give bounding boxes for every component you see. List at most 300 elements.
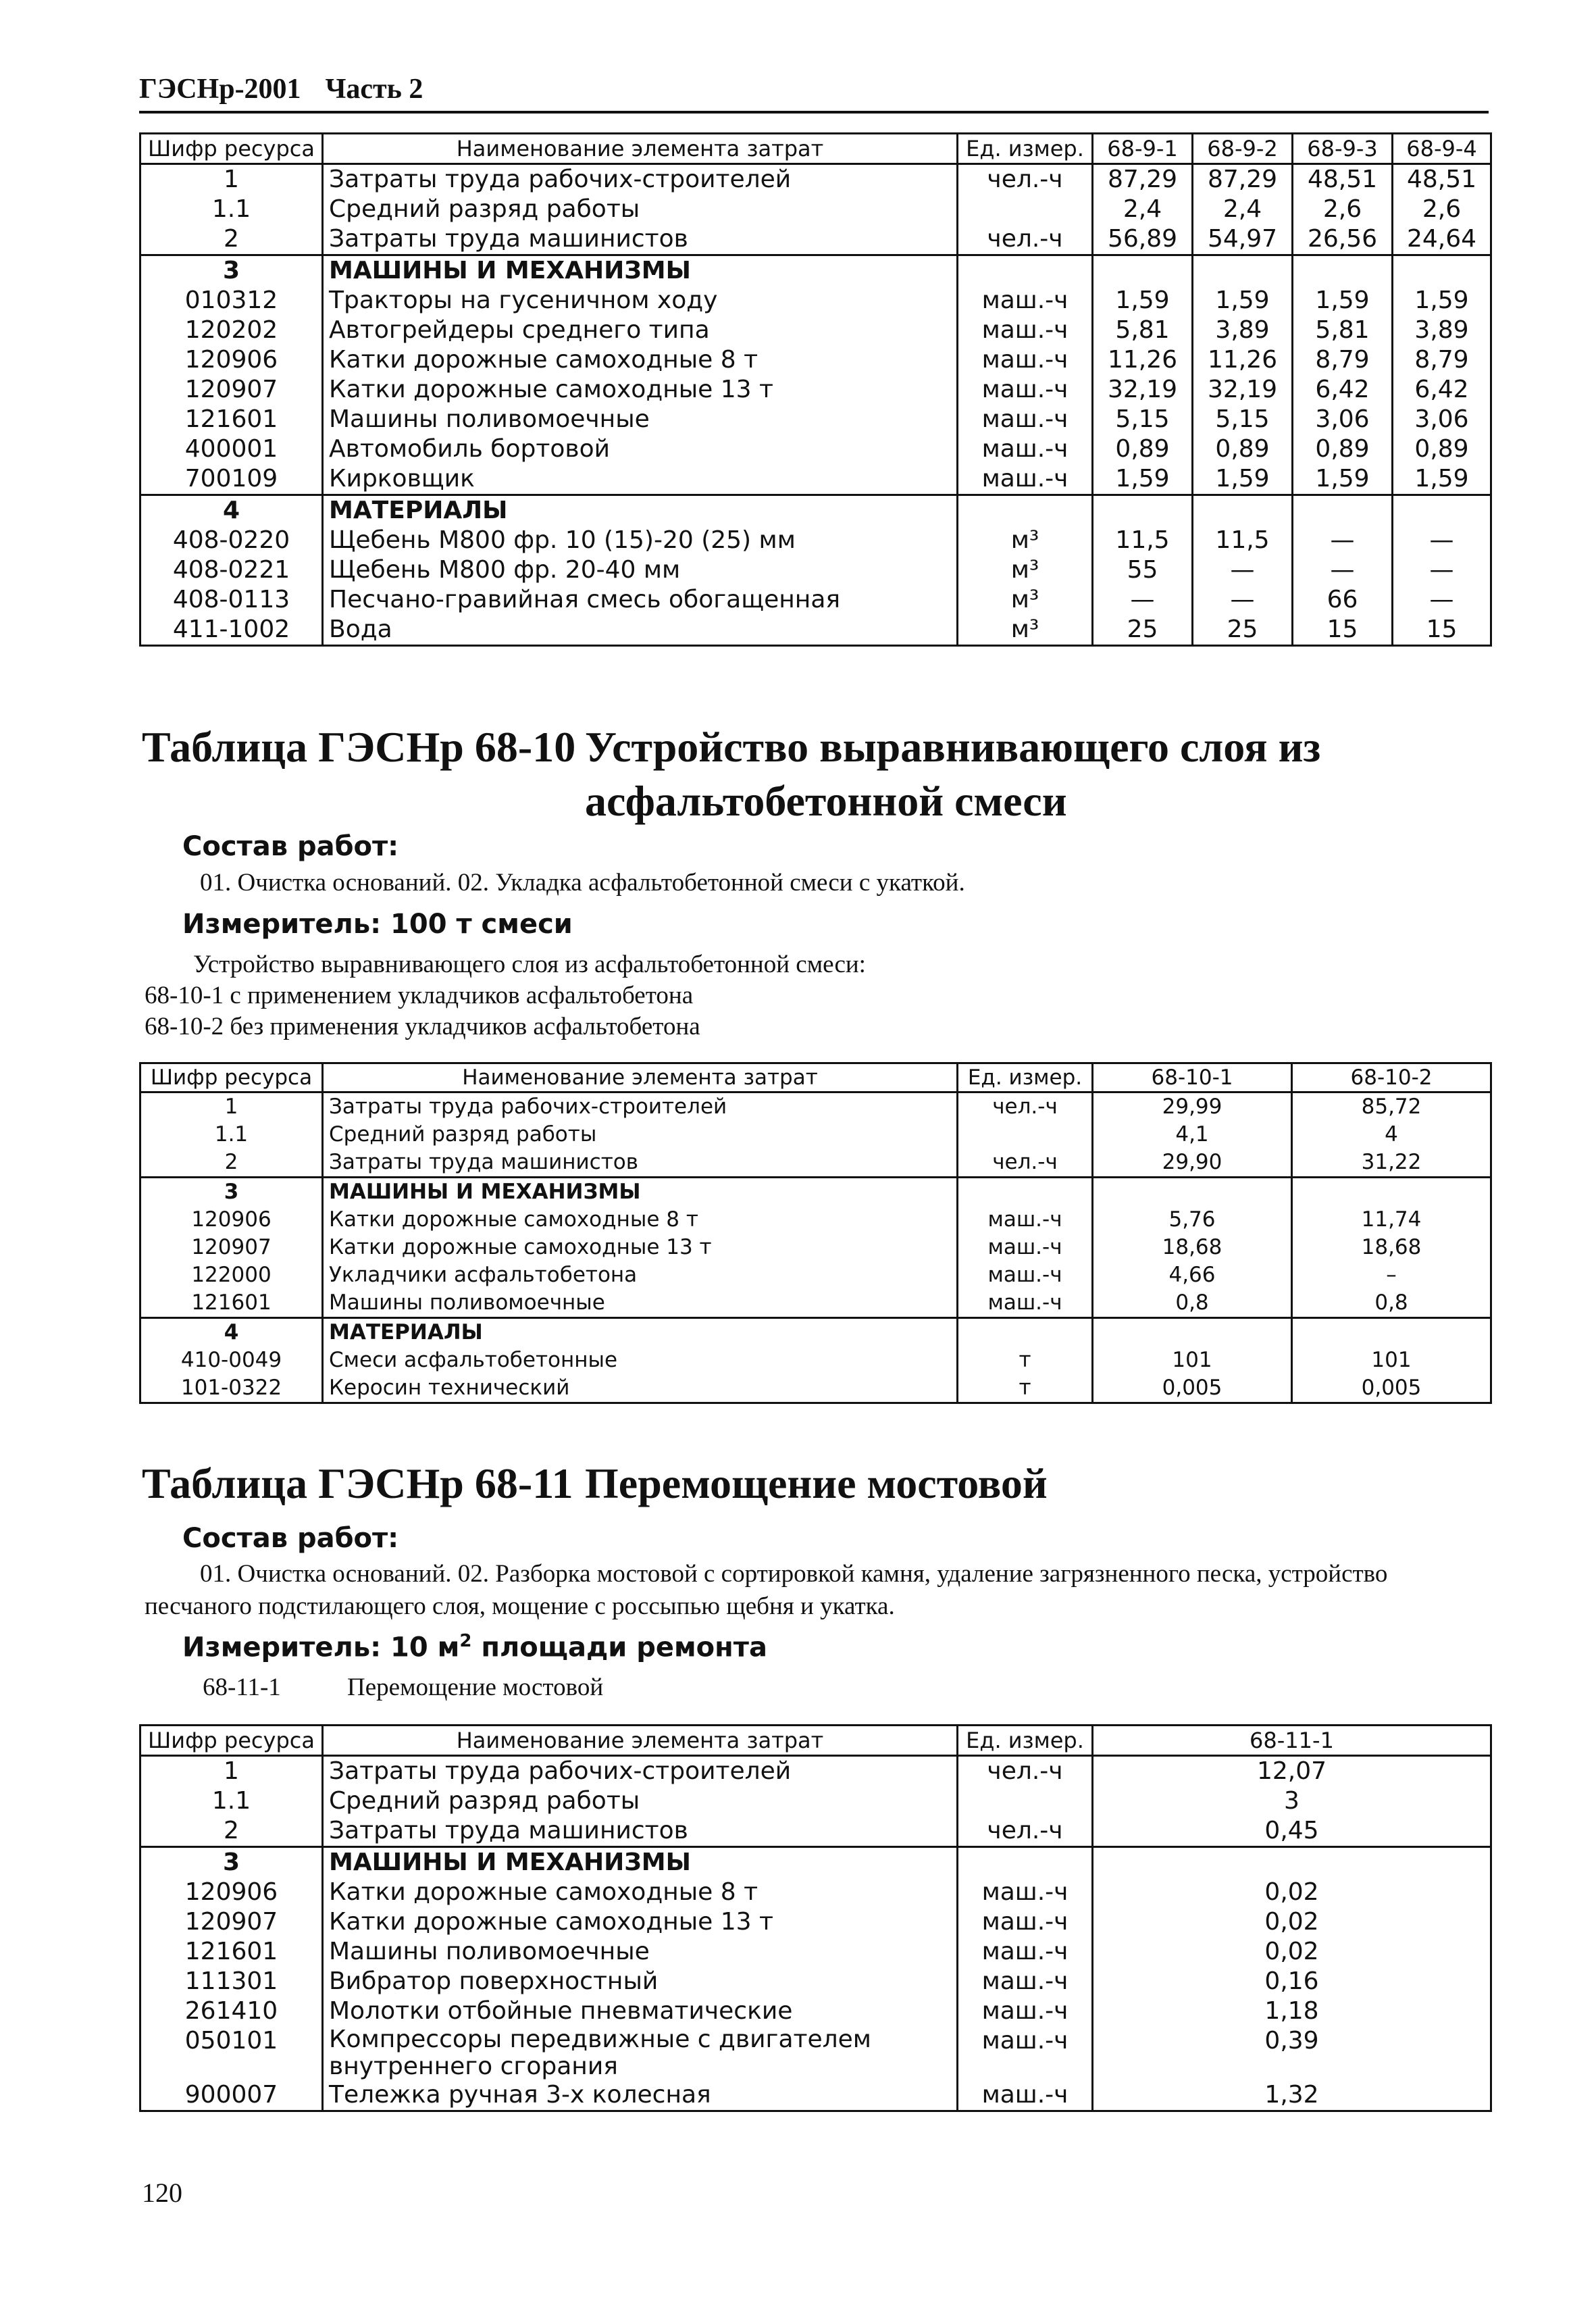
resource-code-cell: 408-0221	[140, 555, 323, 585]
norm-value-cell	[1393, 495, 1491, 526]
norm-value-cell: 0,8	[1292, 1289, 1491, 1318]
meter-heading-text: площади ремонта	[471, 1632, 767, 1663]
table-row	[140, 1996, 1491, 2026]
table-row	[140, 1149, 1491, 1178]
norm-value-cell: 3,89	[1393, 316, 1491, 345]
norm-value-cell: 5,81	[1293, 316, 1393, 345]
unit-cell	[958, 255, 1093, 286]
cost-element-name-cell: МАТЕРИАЛЫ	[323, 495, 958, 526]
resource-code-cell: 120906	[140, 1878, 323, 1907]
norm-value-cell: 1,59	[1393, 286, 1491, 316]
resource-code-cell: 4	[140, 495, 323, 526]
norm-value-cell: 85,72	[1292, 1092, 1491, 1122]
resource-code-cell: 700109	[140, 464, 323, 495]
norm-value-cell: 56,89	[1093, 224, 1193, 255]
norm-value-cell: 1,59	[1193, 286, 1293, 316]
norm-value-cell: —	[1193, 585, 1293, 615]
norm-value-cell: 11,26	[1193, 345, 1293, 375]
col-header-value: 68-11-1	[1093, 1726, 1491, 1756]
cost-element-name-cell: Катки дорожные самоходные 8 т	[323, 1878, 958, 1907]
table-row	[140, 1206, 1491, 1234]
table-row	[140, 345, 1491, 375]
unit-cell	[958, 1318, 1093, 1347]
norm-value-cell: 87,29	[1093, 164, 1193, 195]
variant-line: 68-10-2 без применения укладчиков асфальтобетона	[145, 1013, 700, 1040]
norm-value-cell: 32,19	[1093, 375, 1193, 405]
norm-value-cell	[1393, 255, 1491, 286]
col-header-code: Шифр ресурса	[140, 134, 323, 164]
unit-cell: чел.-ч	[958, 1756, 1093, 1787]
norm-value-cell: 8,79	[1293, 345, 1393, 375]
cost-element-name-cell: МАТЕРИАЛЫ	[323, 1318, 958, 1347]
running-header	[139, 73, 447, 105]
norm-value-cell: 0,89	[1393, 434, 1491, 464]
doc-part: Часть 2	[325, 74, 423, 105]
norm-value-cell: 1,18	[1093, 1996, 1491, 2026]
norm-value-cell: 0,45	[1093, 1816, 1491, 1847]
col-header-value: 68-9-4	[1393, 134, 1491, 164]
cost-element-name-cell: Катки дорожные самоходные 8 т	[323, 1206, 958, 1234]
norm-value-cell: 1,59	[1093, 286, 1193, 316]
table-row	[140, 375, 1491, 405]
cost-element-name-cell: Затраты труда рабочих-строителей	[323, 1756, 958, 1787]
norm-value-cell	[1093, 495, 1193, 526]
table-row	[140, 1967, 1491, 1996]
norm-value-cell: 0,89	[1093, 434, 1193, 464]
resource-code-cell: 050101	[140, 2026, 323, 2080]
unit-cell: м³	[958, 555, 1093, 585]
cost-element-name-cell: Смеси асфальтобетонные	[323, 1347, 958, 1374]
cost-element-name-cell: Средний разряд работы	[323, 1786, 958, 1816]
unit-cell: маш.-ч	[958, 1234, 1093, 1261]
resource-code-cell: 120906	[140, 1206, 323, 1234]
resource-code-cell: 121601	[140, 405, 323, 434]
cost-element-name-cell: Машины поливомоечные	[323, 1289, 958, 1318]
norm-value-cell: 18,68	[1292, 1234, 1491, 1261]
norm-value-cell: 5,81	[1093, 316, 1193, 345]
table-title: Перемощение мостовой	[585, 1459, 1048, 1507]
resource-code-cell: 2	[140, 224, 323, 255]
resource-code-cell: 1.1	[140, 1121, 323, 1149]
cost-element-name-cell: Катки дорожные самоходные 13 т	[323, 375, 958, 405]
resource-code-cell: 101-0322	[140, 1374, 323, 1403]
table-section	[140, 1756, 1491, 1847]
norm-value-cell: 31,22	[1292, 1149, 1491, 1178]
unit-cell: чел.-ч	[958, 1816, 1093, 1847]
cost-element-name-cell: Автомобиль бортовой	[323, 434, 958, 464]
norm-value-cell: 0,8	[1093, 1289, 1292, 1318]
cost-element-name-cell: Щебень М800 фр. 10 (15)-20 (25) мм	[323, 526, 958, 555]
variant-line: 68-10-1 с применением укладчиков асфальтобетона	[145, 982, 694, 1009]
meter-heading	[182, 1631, 767, 1663]
norm-value-cell: 1,59	[1293, 286, 1393, 316]
norm-value-cell: 87,29	[1193, 164, 1293, 195]
cost-element-name-cell: Тележка ручная 3-х колесная	[323, 2080, 958, 2111]
resource-code-cell: 2	[140, 1816, 323, 1847]
description-text: Устройство выравнивающего слоя из асфальтобетонной смеси:	[193, 951, 866, 978]
norm-value-cell: 5,15	[1193, 405, 1293, 434]
norm-value-cell: 2,6	[1393, 195, 1491, 224]
norm-value-cell: 4	[1292, 1121, 1491, 1149]
col-header-unit: Ед. измер.	[958, 1063, 1093, 1092]
norm-value-cell: 4,1	[1093, 1121, 1292, 1149]
unit-cell: чел.-ч	[958, 1092, 1093, 1122]
unit-cell	[958, 1121, 1093, 1149]
cost-element-name-cell: Щебень М800 фр. 20-40 мм	[323, 555, 958, 585]
table-row	[140, 316, 1491, 345]
norm-value-cell: 2,4	[1093, 195, 1193, 224]
resource-code-cell: 120907	[140, 375, 323, 405]
col-header-unit: Ед. измер.	[958, 134, 1093, 164]
norm-value-cell	[1093, 1318, 1292, 1347]
cost-element-name-cell: Затраты труда машинистов	[323, 224, 958, 255]
table-row	[140, 286, 1491, 316]
norm-value-cell: 0,89	[1193, 434, 1293, 464]
unit-cell: маш.-ч	[958, 1996, 1093, 2026]
cost-element-name-cell: Вибратор поверхностный	[323, 1967, 958, 1996]
resource-code-cell: 400001	[140, 434, 323, 464]
table-section	[140, 164, 1491, 255]
norm-value-cell: 12,07	[1093, 1756, 1491, 1787]
work-composition-text: 01. Очистка оснований. 02. Укладка асфальтобетонной смеси с укаткой.	[200, 869, 965, 897]
resource-table-68-10	[139, 1062, 1492, 1404]
norm-value-cell: 11,26	[1093, 345, 1193, 375]
unit-cell: чел.-ч	[958, 1149, 1093, 1178]
cost-element-name-cell: Катки дорожные самоходные 13 т	[323, 1234, 958, 1261]
norm-value-cell: 0,005	[1093, 1374, 1292, 1403]
unit-cell: маш.-ч	[958, 1967, 1093, 1996]
unit-cell: чел.-ч	[958, 164, 1093, 195]
table-section	[140, 495, 1491, 646]
unit-cell: маш.-ч	[958, 464, 1093, 495]
meter-heading-text: Измеритель: 10 м	[182, 1632, 460, 1663]
norm-value-cell: 1,59	[1193, 464, 1293, 495]
table-label: Таблица ГЭСНр 68-11	[142, 1459, 573, 1507]
resource-code-cell: 121601	[140, 1289, 323, 1318]
meter-heading: Измеритель: 100 т смеси	[182, 909, 573, 940]
norm-value-cell: —	[1293, 555, 1393, 585]
col-header-name: Наименование элемента затрат	[323, 1063, 958, 1092]
table-row	[140, 1786, 1491, 1816]
cost-element-name-cell: Средний разряд работы	[323, 195, 958, 224]
norm-value-cell: 24,64	[1393, 224, 1491, 255]
table-row	[140, 495, 1491, 526]
resource-code-cell: 408-0220	[140, 526, 323, 555]
unit-cell: маш.-ч	[958, 434, 1093, 464]
resource-code-cell: 900007	[140, 2080, 323, 2111]
norm-value-cell: 2,6	[1293, 195, 1393, 224]
unit-cell	[958, 1178, 1093, 1207]
resource-code-cell: 111301	[140, 1967, 323, 1996]
norm-value-cell	[1193, 255, 1293, 286]
table-section	[140, 1092, 1491, 1178]
norm-value-cell: 8,79	[1393, 345, 1491, 375]
norm-value-cell	[1093, 1178, 1292, 1207]
col-header-value: 68-9-2	[1193, 134, 1293, 164]
table-row	[140, 1178, 1491, 1207]
unit-cell	[958, 1786, 1093, 1816]
cost-element-name-cell: Укладчики асфальтобетона	[323, 1261, 958, 1289]
resource-code-cell: 2	[140, 1149, 323, 1178]
cost-element-name-cell: Средний разряд работы	[323, 1121, 958, 1149]
table-header	[140, 1726, 1491, 1756]
cost-element-name-cell: Тракторы на гусеничном ходу	[323, 286, 958, 316]
cost-element-name-cell: Катки дорожные самоходные 8 т	[323, 345, 958, 375]
table-row	[140, 2026, 1491, 2080]
norm-value-cell: 6,42	[1393, 375, 1491, 405]
cost-element-name-cell: МАШИНЫ И МЕХАНИЗМЫ	[323, 1847, 958, 1878]
resource-code-cell: 3	[140, 1847, 323, 1878]
cost-element-name-cell: МАШИНЫ И МЕХАНИЗМЫ	[323, 1178, 958, 1207]
norm-value-cell: —	[1393, 585, 1491, 615]
norm-value-cell: 1,59	[1093, 464, 1193, 495]
resource-code-cell: 1	[140, 164, 323, 195]
norm-value-cell	[1292, 1178, 1491, 1207]
norm-value-cell: 0,39	[1093, 2026, 1491, 2080]
norm-value-cell: 1,59	[1293, 464, 1393, 495]
norm-value-cell: 48,51	[1293, 164, 1393, 195]
table-title: Устройство выравнивающего слоя из асфальтобетонной смеси	[585, 723, 1321, 825]
work-composition-text: 01. Очистка оснований. 02. Разборка мостовой с сортировкой камня, удаление загрязненного песка, устройство песчаного подстилающего слоя, мощение с россыпью щебня и укатка.	[145, 1560, 1388, 1620]
resource-code-cell: 120907	[140, 1907, 323, 1937]
norm-value-cell: 5,76	[1093, 1206, 1292, 1234]
table-row	[140, 585, 1491, 615]
norm-value-cell: 3,06	[1293, 405, 1393, 434]
table-row	[140, 2080, 1491, 2111]
table-section	[140, 1178, 1491, 1318]
col-header-name: Наименование элемента затрат	[323, 1726, 958, 1756]
cost-element-name-cell: Затраты труда рабочих-строителей	[323, 1092, 958, 1122]
table-row	[140, 1907, 1491, 1937]
table-row	[140, 255, 1491, 286]
norm-value-cell	[1093, 255, 1193, 286]
unit-cell: маш.-ч	[958, 2080, 1093, 2111]
resource-code-cell: 261410	[140, 1996, 323, 2026]
doc-code: ГЭСНр-2001	[139, 74, 301, 105]
work-composition-heading: Состав работ:	[182, 1523, 399, 1554]
norm-value-cell: 2,4	[1193, 195, 1293, 224]
cost-element-name-cell: Затраты труда машинистов	[323, 1149, 958, 1178]
resource-table-68-11	[139, 1724, 1492, 2112]
table-row	[140, 1937, 1491, 1967]
work-composition-heading: Состав работ:	[182, 831, 399, 862]
norm-value-cell: 1,32	[1093, 2080, 1491, 2111]
page-number: 120	[142, 2178, 182, 2208]
cost-element-name-cell: Компрессоры передвижные с двигателем внутреннего сгорания	[323, 2026, 958, 2080]
table-row	[140, 1847, 1491, 1878]
table-row	[140, 1816, 1491, 1847]
norm-value-cell: 11,74	[1292, 1206, 1491, 1234]
cost-element-name-cell: Молотки отбойные пневматические	[323, 1996, 958, 2026]
table-row	[140, 1261, 1491, 1289]
table-header	[140, 1063, 1491, 1092]
norm-value-cell: 1,59	[1393, 464, 1491, 495]
resource-code-cell: 122000	[140, 1261, 323, 1289]
table-section	[140, 255, 1491, 495]
table-label: Таблица ГЭСНр 68-10	[142, 723, 576, 771]
table-row	[140, 1234, 1491, 1261]
unit-cell: маш.-ч	[958, 286, 1093, 316]
norm-value-cell	[1093, 1847, 1491, 1878]
unit-cell: т	[958, 1347, 1093, 1374]
norm-value-cell: 0,005	[1292, 1374, 1491, 1403]
cost-element-name-cell: Машины поливомоечные	[323, 405, 958, 434]
norm-value-cell: 48,51	[1393, 164, 1491, 195]
norm-value-cell: —	[1393, 526, 1491, 555]
norm-value-cell: 29,99	[1093, 1092, 1292, 1122]
unit-cell: маш.-ч	[958, 375, 1093, 405]
resource-code-cell: 411-1002	[140, 615, 323, 646]
cost-element-name-cell: Машины поливомоечные	[323, 1937, 958, 1967]
norm-value-cell: 3,89	[1193, 316, 1293, 345]
resource-code-cell: 410-0049	[140, 1347, 323, 1374]
resource-code-cell: 3	[140, 255, 323, 286]
norm-value-cell: —	[1093, 585, 1193, 615]
norm-value-cell: 4,66	[1093, 1261, 1292, 1289]
unit-cell: маш.-ч	[958, 1261, 1093, 1289]
table-row	[140, 1374, 1491, 1403]
table-row	[140, 434, 1491, 464]
table-row	[140, 1756, 1491, 1787]
norm-value-cell: 3,06	[1393, 405, 1491, 434]
norm-value-cell	[1293, 495, 1393, 526]
norm-value-cell: 29,90	[1093, 1149, 1292, 1178]
norm-value-cell: 0,02	[1093, 1937, 1491, 1967]
norm-value-cell: 55	[1093, 555, 1193, 585]
col-header-value: 68-10-2	[1292, 1063, 1491, 1092]
table-row	[140, 405, 1491, 434]
resource-code-cell: 120907	[140, 1234, 323, 1261]
norm-value-cell: 0,89	[1293, 434, 1393, 464]
variant-name: Перемощение мостовой	[347, 1674, 604, 1701]
resource-code-cell: 1	[140, 1092, 323, 1122]
norm-value-cell: 25	[1093, 615, 1193, 646]
table-row	[140, 224, 1491, 255]
resource-code-cell: 3	[140, 1178, 323, 1207]
unit-cell: маш.-ч	[958, 1878, 1093, 1907]
unit-cell	[958, 195, 1093, 224]
norm-value-cell: 18,68	[1093, 1234, 1292, 1261]
table-row	[140, 164, 1491, 195]
table-row	[140, 615, 1491, 646]
norm-value-cell	[1292, 1318, 1491, 1347]
cost-element-name-cell: Катки дорожные самоходные 13 т	[323, 1907, 958, 1937]
col-header-unit: Ед. измер.	[958, 1726, 1093, 1756]
unit-cell: маш.-ч	[958, 1289, 1093, 1318]
cost-element-name-cell: Затраты труда рабочих-строителей	[323, 164, 958, 195]
norm-value-cell: 3	[1093, 1786, 1491, 1816]
table-row	[140, 526, 1491, 555]
unit-cell: маш.-ч	[958, 2026, 1093, 2080]
cost-element-name-cell: Автогрейдеры среднего типа	[323, 316, 958, 345]
resource-table-68-9	[139, 132, 1492, 647]
resource-code-cell: 010312	[140, 286, 323, 316]
unit-cell: м³	[958, 615, 1093, 646]
table-header	[140, 134, 1491, 164]
unit-cell: м³	[958, 585, 1093, 615]
norm-value-cell: —	[1293, 526, 1393, 555]
unit-cell: чел.-ч	[958, 224, 1093, 255]
norm-value-cell	[1293, 255, 1393, 286]
norm-value-cell: 32,19	[1193, 375, 1293, 405]
resource-code-cell: 1.1	[140, 195, 323, 224]
resource-code-cell: 120906	[140, 345, 323, 375]
cost-element-name-cell: Кирковщик	[323, 464, 958, 495]
col-header-code: Шифр ресурса	[140, 1726, 323, 1756]
meter-unit-exponent: 2	[459, 1631, 472, 1651]
resource-code-cell: 121601	[140, 1937, 323, 1967]
header-rule	[139, 111, 1489, 114]
table-row	[140, 1121, 1491, 1149]
table-row	[140, 195, 1491, 224]
norm-value-cell: 54,97	[1193, 224, 1293, 255]
unit-cell	[958, 495, 1093, 526]
col-header-name: Наименование элемента затрат	[323, 134, 958, 164]
resource-code-cell: 1	[140, 1756, 323, 1787]
norm-value-cell: 15	[1393, 615, 1491, 646]
norm-value-cell	[1193, 495, 1293, 526]
unit-cell: т	[958, 1374, 1093, 1403]
unit-cell: маш.-ч	[958, 1937, 1093, 1967]
norm-value-cell: 6,42	[1293, 375, 1393, 405]
norm-value-cell: 101	[1093, 1347, 1292, 1374]
resource-code-cell: 120202	[140, 316, 323, 345]
norm-value-cell: –	[1292, 1261, 1491, 1289]
resource-code-cell: 1.1	[140, 1786, 323, 1816]
unit-cell	[958, 1847, 1093, 1878]
norm-value-cell: 0,16	[1093, 1967, 1491, 1996]
cost-element-name-cell: Вода	[323, 615, 958, 646]
table-row	[140, 1318, 1491, 1347]
norm-value-cell: 0,02	[1093, 1907, 1491, 1937]
norm-value-cell: 26,56	[1293, 224, 1393, 255]
unit-cell: маш.-ч	[958, 345, 1093, 375]
norm-value-cell: 5,15	[1093, 405, 1193, 434]
col-header-value: 68-10-1	[1093, 1063, 1292, 1092]
norm-value-cell: 101	[1292, 1347, 1491, 1374]
cost-element-name-cell: Керосин технический	[323, 1374, 958, 1403]
resource-code-cell: 408-0113	[140, 585, 323, 615]
unit-cell: м³	[958, 526, 1093, 555]
norm-value-cell: 0,02	[1093, 1878, 1491, 1907]
table-row	[140, 1289, 1491, 1318]
norm-value-cell: —	[1193, 555, 1293, 585]
norm-value-cell: 66	[1293, 585, 1393, 615]
cost-element-name-cell: Песчано-гравийная смесь обогащенная	[323, 585, 958, 615]
cost-element-name-cell: Затраты труда машинистов	[323, 1816, 958, 1847]
cost-element-name-cell: МАШИНЫ И МЕХАНИЗМЫ	[323, 255, 958, 286]
unit-cell: маш.-ч	[958, 405, 1093, 434]
unit-cell: маш.-ч	[958, 1206, 1093, 1234]
norm-value-cell: 11,5	[1093, 526, 1193, 555]
table-section	[140, 1318, 1491, 1403]
col-header-value: 68-9-3	[1293, 134, 1393, 164]
table-row	[140, 1878, 1491, 1907]
norm-value-cell: 15	[1293, 615, 1393, 646]
unit-cell: маш.-ч	[958, 1907, 1093, 1937]
table-row	[140, 464, 1491, 495]
resource-code-cell: 4	[140, 1318, 323, 1347]
col-header-value: 68-9-1	[1093, 134, 1193, 164]
norm-value-cell: 25	[1193, 615, 1293, 646]
col-header-code: Шифр ресурса	[140, 1063, 323, 1092]
unit-cell: маш.-ч	[958, 316, 1093, 345]
table-row	[140, 1092, 1491, 1122]
variant-code: 68-11-1	[203, 1674, 281, 1701]
table-section	[140, 1847, 1491, 2111]
norm-value-cell: —	[1393, 555, 1491, 585]
norm-value-cell: 11,5	[1193, 526, 1293, 555]
